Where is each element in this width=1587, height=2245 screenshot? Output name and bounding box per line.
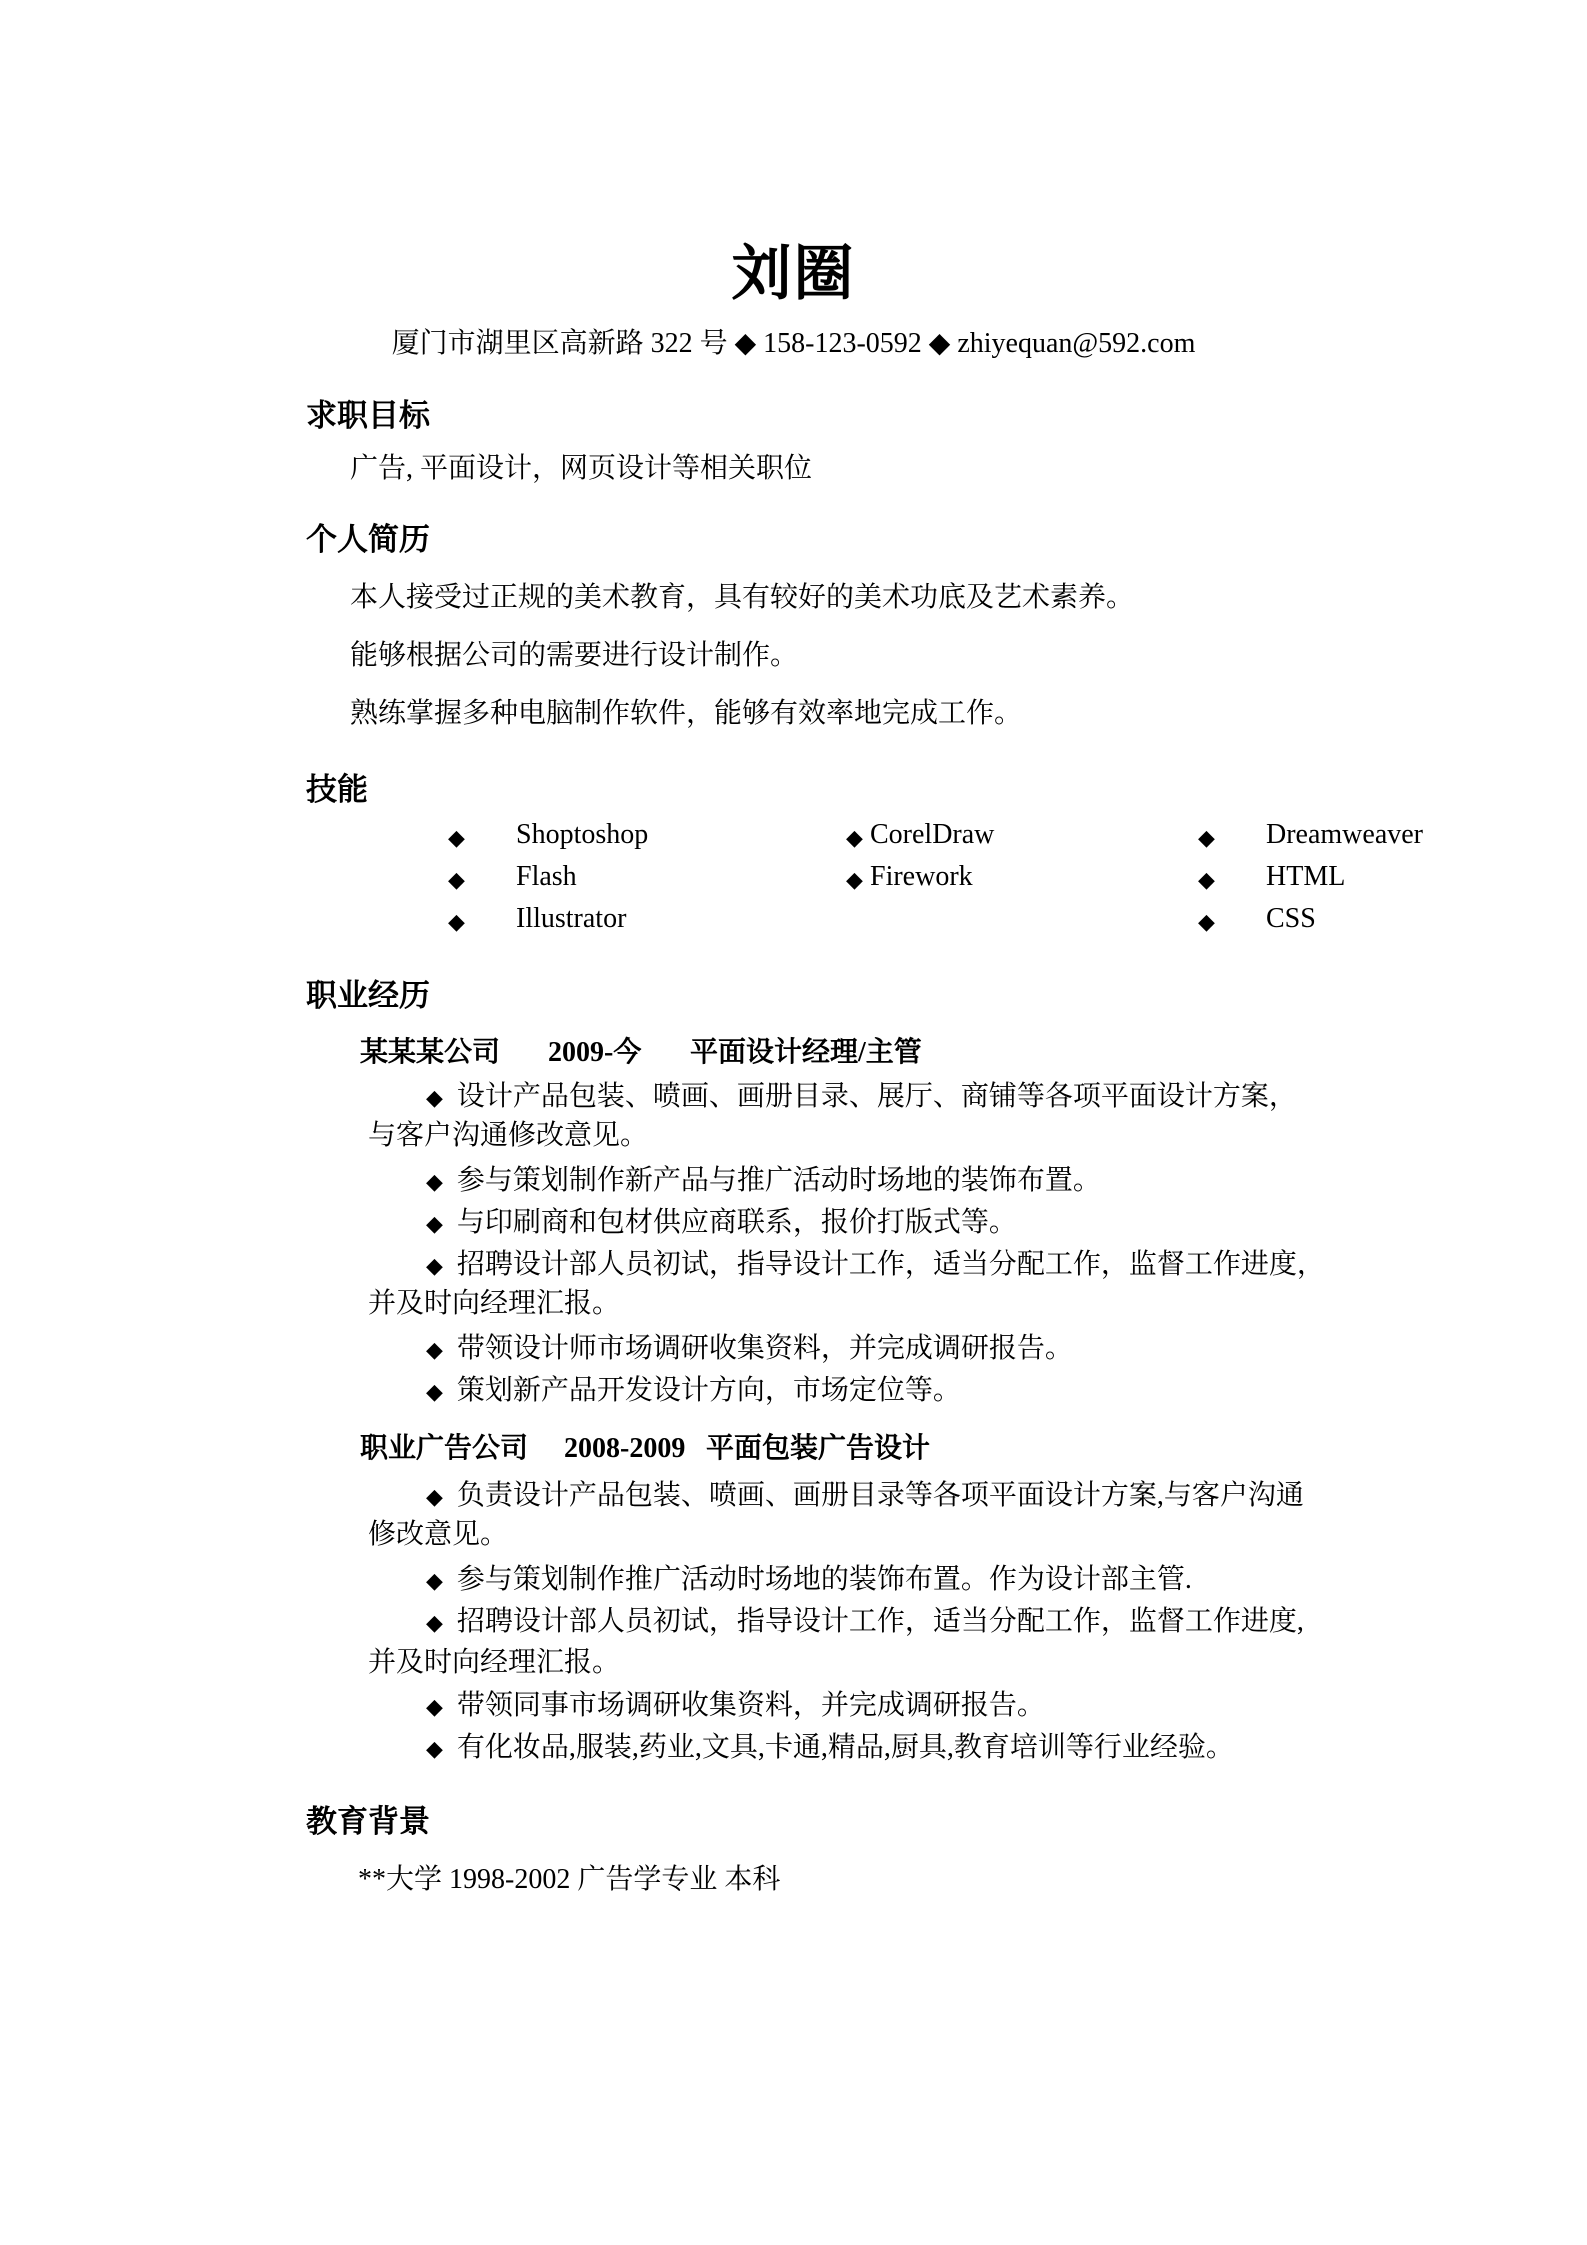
bullet-icon: ◆ — [426, 1694, 443, 1719]
duty-item — [426, 1242, 1325, 1282]
skill-item: Firework — [870, 861, 973, 892]
contact-line: 厦门市湖里区高新路 322 号 ◆ 158-123-0592 ◆ zhiyequan@592.com — [391, 328, 1196, 359]
skill-item: Illustrator — [516, 903, 627, 934]
duty-item — [426, 1326, 1073, 1366]
bullet-icon: ◆ — [426, 1253, 443, 1278]
duty-text: 招聘设计部人员初试，指导设计工作，适当分配工作，监督工作进度， — [456, 1249, 1325, 1280]
duty-text: 设计产品包装、喷画、画册目录、展厅、商铺等各项平面设计方案， — [456, 1081, 1297, 1112]
duty-text: 负责设计产品包装、喷画、画册目录等各项平面设计方案,与客户沟通 — [456, 1480, 1304, 1511]
bullet-icon: ◆ — [846, 825, 863, 850]
skill-item: Flash — [516, 861, 577, 892]
duty-item — [426, 1599, 1304, 1639]
duty-text: 带领同事市场调研收集资料，并完成调研报告。 — [456, 1690, 1045, 1721]
bullet-icon: ◆ — [448, 825, 465, 850]
skill-item: Shoptoshop — [516, 819, 649, 850]
duty-text: 参与策划制作推广活动时场地的装饰布置。作为设计部主管. — [456, 1564, 1192, 1595]
duty-text: 带领设计师市场调研收集资料，并完成调研报告。 — [456, 1333, 1073, 1364]
section-heading-profile: 个人简历 — [306, 522, 430, 557]
duty-text: 有化妆品,服装,药业,文具,卡通,精品,厨具,教育培训等行业经验。 — [456, 1732, 1234, 1763]
profile-line: 本人接受过正规的美术教育，具有较好的美术功底及艺术素养。 — [350, 582, 1135, 613]
objective-text: 广告, 平面设计，网页设计等相关职位 — [350, 453, 813, 484]
section-heading-skills: 技能 — [306, 772, 368, 807]
job-period: 2008-2009 — [564, 1433, 686, 1464]
profile-line: 能够根据公司的需要进行设计制作。 — [350, 640, 799, 671]
job-position: 平面包装广告设计 — [706, 1433, 931, 1464]
duty-item — [426, 1557, 1192, 1597]
job-period: 2009-今 — [548, 1037, 642, 1068]
job-header — [360, 1426, 930, 1466]
bullet-icon: ◆ — [426, 1337, 443, 1362]
duty-text: 参与策划制作新产品与推广活动时场地的装饰布置。 — [456, 1165, 1101, 1196]
duty-text: 策划新产品开发设计方向，市场定位等。 — [456, 1375, 961, 1406]
duty-item — [426, 1683, 1045, 1723]
duty-item — [426, 1473, 1304, 1513]
name-title: 刘圈 — [731, 241, 856, 307]
duty-continuation: 与客户沟通修改意见。 — [368, 1120, 649, 1151]
duty-item — [426, 1158, 1101, 1198]
job-header — [360, 1030, 922, 1070]
duty-item — [426, 1368, 961, 1408]
bullet-icon: ◆ — [448, 909, 465, 934]
job-company: 职业广告公司 — [360, 1433, 529, 1464]
bullet-icon: ◆ — [1198, 909, 1215, 934]
bullet-icon: ◆ — [426, 1736, 443, 1761]
duty-continuation: 并及时向经理汇报。 — [368, 1288, 621, 1319]
duty-continuation: 修改意见。 — [368, 1519, 509, 1550]
profile-line: 熟练掌握多种电脑制作软件，能够有效率地完成工作。 — [350, 698, 1023, 729]
bullet-icon: ◆ — [426, 1610, 443, 1635]
bullet-icon: ◆ — [426, 1568, 443, 1593]
duty-item — [426, 1200, 1017, 1240]
skill-item: CorelDraw — [870, 819, 995, 850]
bullet-icon: ◆ — [426, 1379, 443, 1404]
bullet-icon: ◆ — [448, 867, 465, 892]
section-heading-experience: 职业经历 — [306, 978, 430, 1013]
duty-text: 招聘设计部人员初试，指导设计工作，适当分配工作，监督工作进度, — [456, 1606, 1304, 1637]
duty-text: 与印刷商和包材供应商联系，报价打版式等。 — [456, 1207, 1017, 1238]
skill-item: CSS — [1266, 903, 1316, 934]
bullet-icon: ◆ — [426, 1484, 443, 1509]
duty-continuation: 并及时向经理汇报。 — [368, 1647, 621, 1678]
bullet-icon: ◆ — [1198, 825, 1215, 850]
job-position: 平面设计经理/主管 — [690, 1037, 922, 1068]
education-text: **大学 1998-2002 广告学专业 本科 — [358, 1864, 781, 1895]
bullet-icon: ◆ — [426, 1169, 443, 1194]
bullet-icon: ◆ — [846, 867, 863, 892]
duty-item — [426, 1725, 1234, 1765]
section-heading-objective: 求职目标 — [306, 398, 430, 433]
bullet-icon: ◆ — [426, 1085, 443, 1110]
bullet-icon: ◆ — [1198, 867, 1215, 892]
skill-item: HTML — [1266, 861, 1346, 892]
bullet-icon: ◆ — [426, 1211, 443, 1236]
section-heading-education: 教育背景 — [306, 1804, 430, 1839]
duty-item — [426, 1074, 1297, 1114]
job-company: 某某某公司 — [360, 1037, 501, 1068]
skill-item: Dreamweaver — [1266, 819, 1424, 850]
